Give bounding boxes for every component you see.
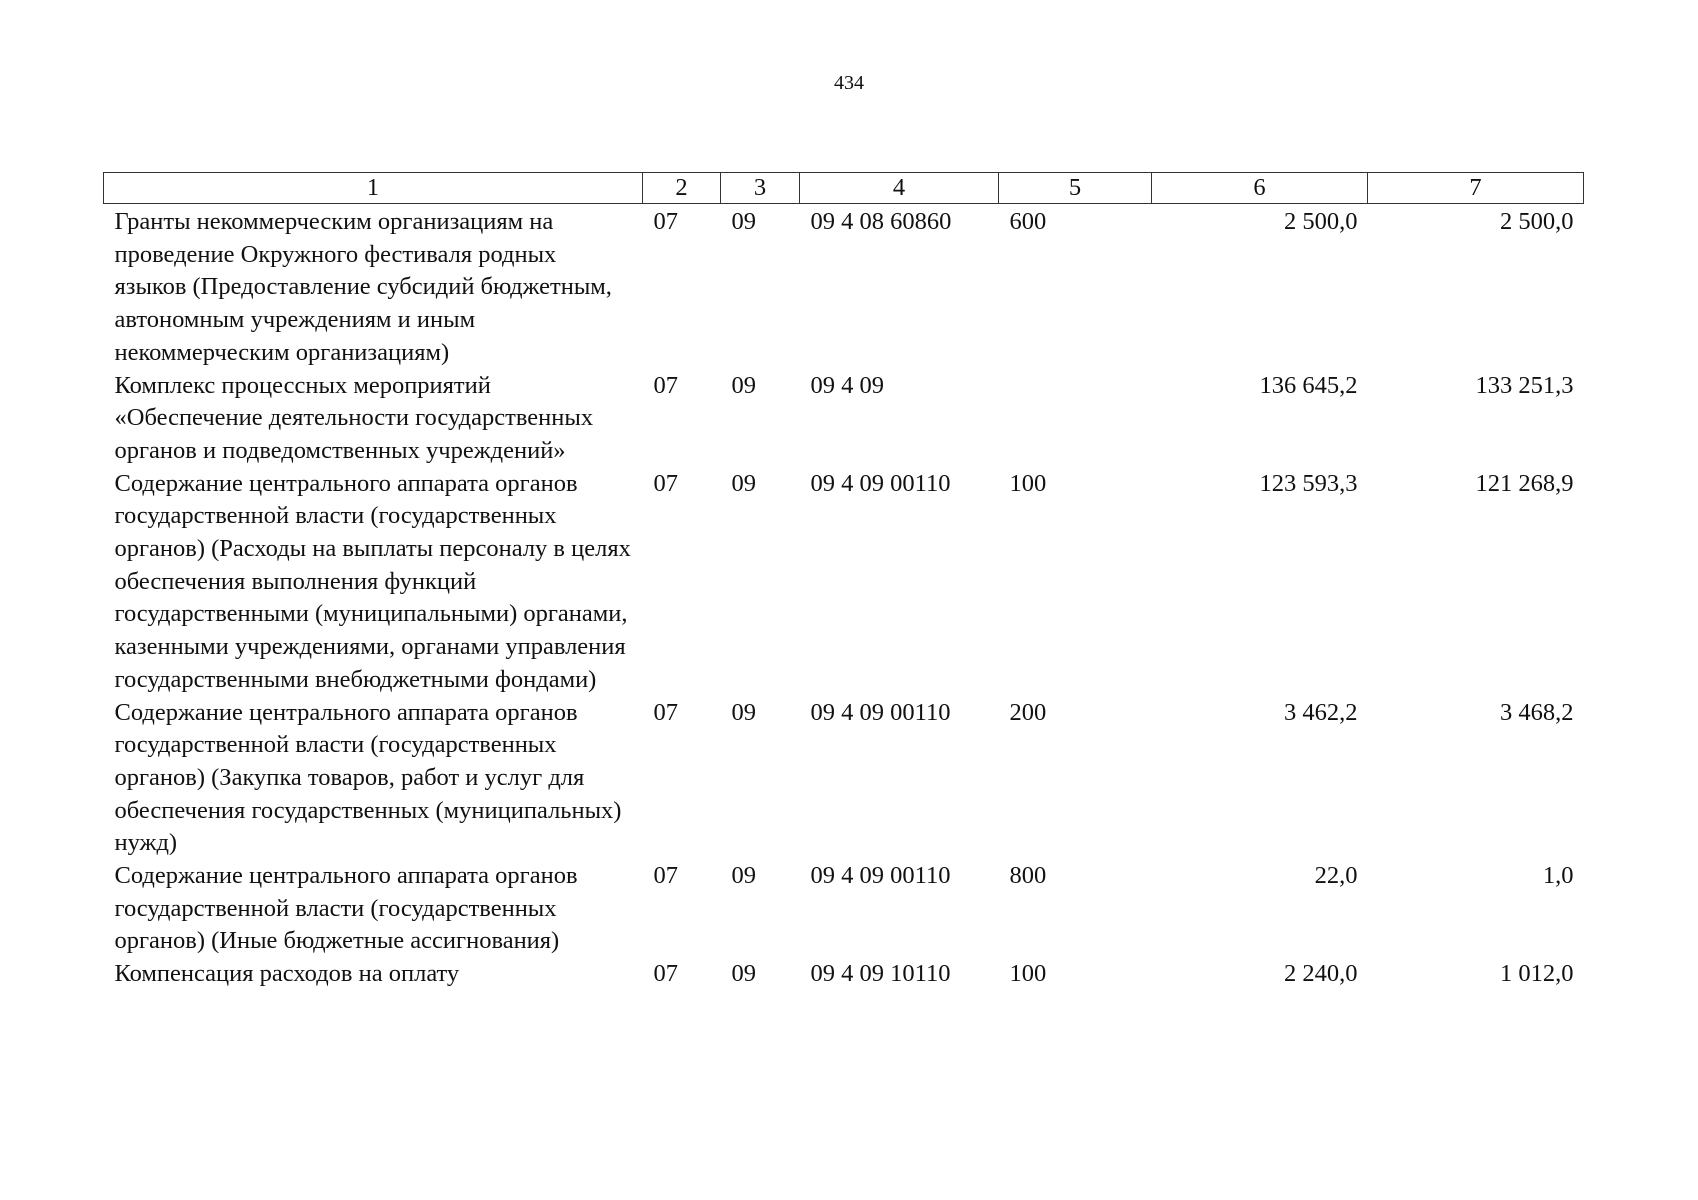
row-subsection-code: 09 [731, 698, 756, 726]
row-expense-type: 600 [1009, 208, 1047, 235]
table-row [104, 958, 1584, 991]
row-subsection-code: 09 [731, 371, 756, 399]
row-target-article: 09 4 09 10110 [810, 960, 951, 988]
row-name: Содержание центрального аппарата органов государственной власти (государственных органов) (Расходы на выплаты персоналу в целях обеспечения выполнения функций государственными (муниципальными) органами, казенными учреждениями, органами управления государственными внебюджетными фондами) [114, 469, 631, 693]
row-expense-type: 800 [1009, 862, 1047, 890]
row-name: Гранты некоммерческим организациям на проведение Окружного фестиваля родных языков (Предоставление субсидий бюджетным, автономным учреждениям и иным некоммерческим организациям) [114, 208, 612, 366]
row-amount-col7: 1,0 [1542, 862, 1574, 890]
row-target-article: 09 4 09 00110 [810, 698, 951, 726]
row-amount-col6: 2 500,0 [1284, 208, 1358, 235]
table-row [104, 370, 1584, 468]
row-name: Содержание центрального аппарата органов государственной власти (государственных органов) (Иные бюджетные ассигнования) [114, 862, 578, 955]
row-section-code: 07 [653, 469, 678, 497]
row-amount-col7: 121 268,9 [1475, 469, 1574, 497]
row-amount-col6: 136 645,2 [1259, 371, 1358, 399]
row-name: Компенсация расходов на оплату [114, 960, 460, 988]
row-subsection-code: 09 [731, 960, 756, 988]
table-row [104, 860, 1584, 958]
page-number: 434 [834, 72, 864, 94]
row-expense-type: 100 [1009, 960, 1047, 988]
column-number-header-row [104, 173, 1584, 204]
row-subsection-code: 09 [731, 208, 756, 235]
row-section-code: 07 [653, 698, 678, 726]
row-amount-col7: 2 500,0 [1500, 208, 1574, 235]
row-expense-type: 200 [1009, 698, 1047, 726]
row-target-article: 09 4 09 00110 [810, 862, 951, 890]
row-amount-col6: 2 240,0 [1284, 960, 1358, 988]
column-header-6: 6 [1152, 173, 1368, 204]
row-amount-col7: 1 012,0 [1500, 960, 1574, 988]
column-header-4: 4 [800, 173, 999, 204]
table-row [104, 697, 1584, 861]
row-amount-col7: 3 468,2 [1500, 698, 1574, 726]
table-row [104, 204, 1584, 370]
row-name: Комплекс процессных мероприятий «Обеспечение деятельности государственных органов и подведомственных учреждений» [114, 371, 594, 464]
row-name: Содержание центрального аппарата органов государственной власти (государственных органов) (Закупка товаров, работ и услуг для обеспечения государственных (муниципальных) нужд) [114, 698, 622, 857]
column-header-2: 2 [643, 173, 721, 204]
row-amount-col6: 3 462,2 [1284, 698, 1358, 726]
row-section-code: 07 [653, 862, 678, 890]
row-expense-type: 100 [1009, 469, 1047, 497]
row-amount-col6: 22,0 [1314, 862, 1358, 890]
table-row [104, 468, 1584, 697]
row-amount-col6: 123 593,3 [1259, 469, 1358, 497]
row-expense-type [999, 370, 1152, 468]
row-section-code: 07 [653, 371, 678, 399]
column-header-7: 7 [1368, 173, 1584, 204]
row-subsection-code: 09 [731, 469, 756, 497]
row-target-article: 09 4 08 60860 [810, 208, 952, 235]
column-header-3: 3 [721, 173, 800, 204]
column-header-1: 1 [104, 173, 643, 204]
column-header-5: 5 [999, 173, 1152, 204]
row-section-code: 07 [653, 208, 678, 235]
row-target-article: 09 4 09 [810, 371, 884, 399]
row-amount-col7: 133 251,3 [1475, 371, 1574, 399]
budget-table [103, 172, 1584, 991]
row-section-code: 07 [653, 960, 678, 988]
row-target-article: 09 4 09 00110 [810, 469, 951, 497]
row-subsection-code: 09 [731, 862, 756, 890]
